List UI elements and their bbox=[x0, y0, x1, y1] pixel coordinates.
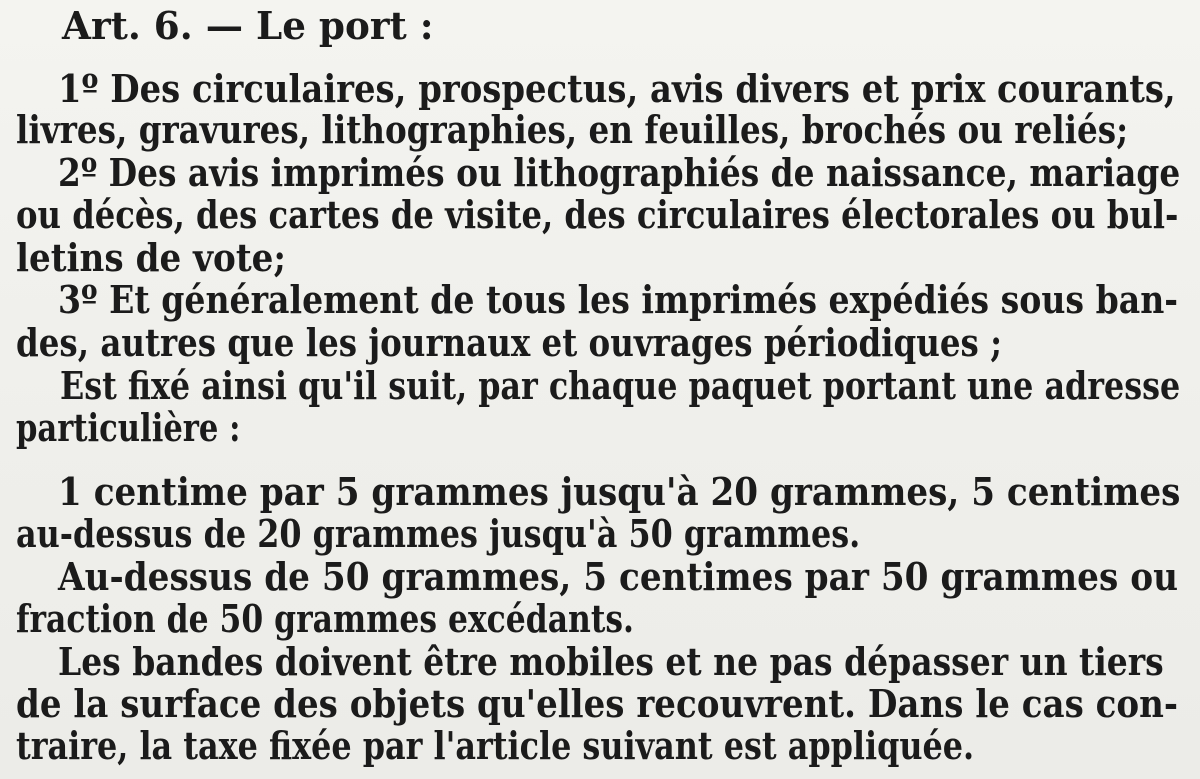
text-line: des, autres que les journaux et ouvrages périodiques ; bbox=[16, 320, 1003, 365]
text-line: 1 centime par 5 grammes jusqu'à 20 grammes, 5 centimes bbox=[58, 469, 1181, 514]
article-heading: Art. 6. — Le port : bbox=[62, 3, 434, 48]
text-line: Est fixé ainsi qu'il suit, par chaque paquet portant une adresse bbox=[60, 363, 1181, 408]
text-line: 3º Et généralement de tous les imprimés expédiés sous ban- bbox=[58, 277, 1179, 322]
text-line: particulière : bbox=[16, 405, 241, 450]
text-line: ou décès, des cartes de visite, des circulaires électorales ou bul- bbox=[16, 192, 1179, 237]
text-line: livres, gravures, lithographies, en feuilles, brochés ou reliés; bbox=[16, 107, 1129, 152]
text-line: de la surface des objets qu'elles recouvrent. Dans le cas con- bbox=[16, 681, 1179, 726]
text-line: traire, la taxe fixée par l'article suivant est appliquée. bbox=[16, 723, 975, 768]
text-line: letins de vote; bbox=[16, 235, 287, 280]
text-line: 1º Des circulaires, prospectus, avis divers et prix courants, bbox=[58, 66, 1176, 111]
text-line: 2º Des avis imprimés ou lithographiés de naissance, mariage bbox=[58, 150, 1181, 195]
text-line: Les bandes doivent être mobiles et ne pas dépasser un tiers bbox=[58, 639, 1164, 684]
text-line: au-dessus de 20 grammes jusqu'à 50 grammes. bbox=[16, 511, 861, 556]
text-line: Au-dessus de 50 grammes, 5 centimes par 50 grammes ou bbox=[58, 554, 1178, 599]
text-line: fraction de 50 grammes excédants. bbox=[16, 596, 634, 641]
